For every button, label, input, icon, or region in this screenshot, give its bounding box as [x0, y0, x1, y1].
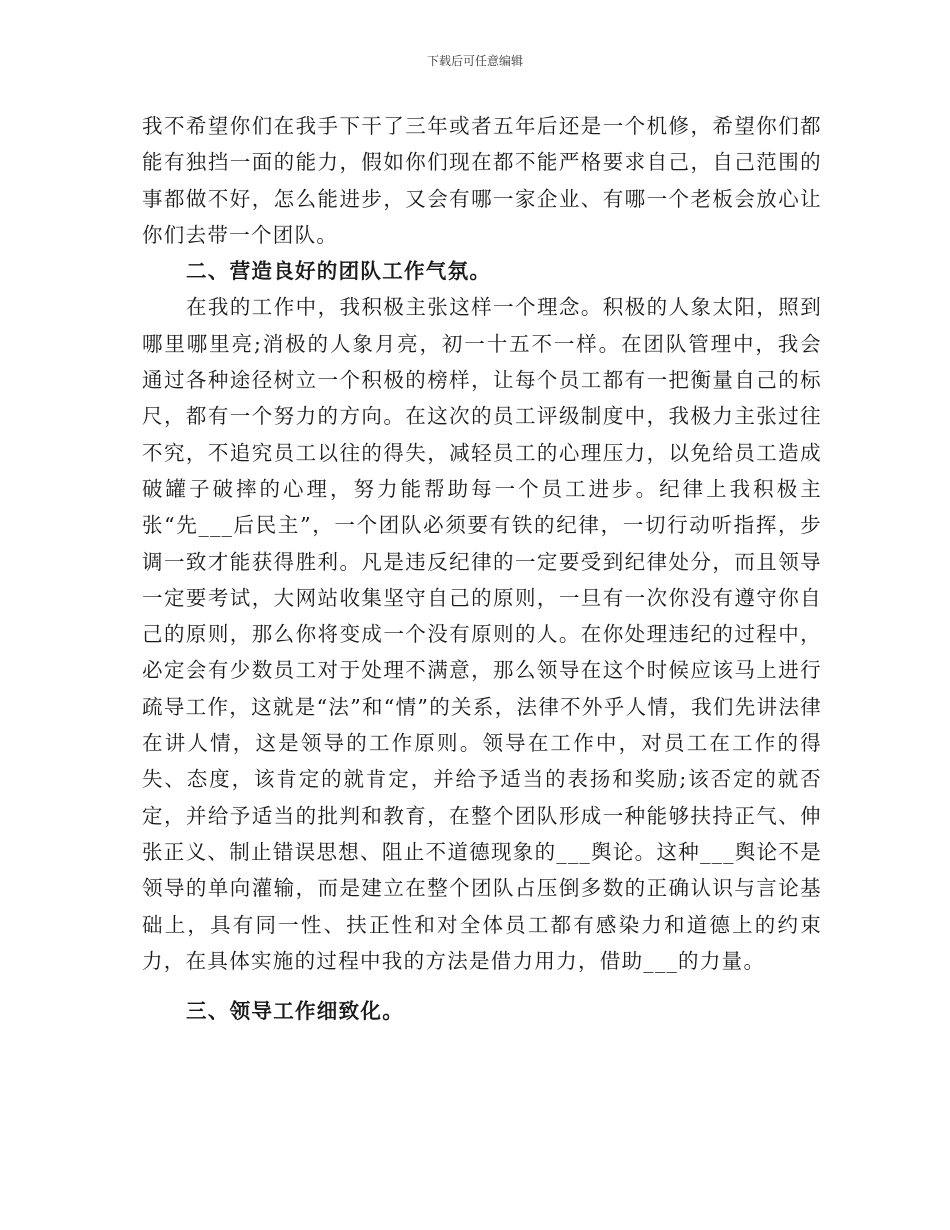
page-header: 下载后可任意编辑 [426, 54, 523, 68]
document-body [142, 108, 822, 1029]
paragraph-intro: 我不希望你们在我手下干了三年或者五年后还是一个机修，希望你们都能有独挡一面的能力，假如你们现在都不能严格要求自己，自己范围的事都做不好，怎么能进步，又会有哪一家企业、有哪一个老板会放心让你们去带一个团队。 [142, 114, 822, 247]
paragraph-team-atmosphere: 在我的工作中，我积极主张这样一个理念。积极的人象太阳，照到哪里哪里亮;消极的人象月亮，初一十五不一样。在团队管理中，我会通过各种途径树立一个积极的榜样，让每个员工都有一把衡量自己的标尺，都有一个努力的方向。在这次的员工评级制度中，我极力主张过往不究，不追究员工以往的得失，减轻员工的心理压力，以免给员工造成破罐子破摔的心理，努力能帮助每一个员工进步。纪律上我积极主张“先___后民主”，一个团队必须要有铁的纪律，一切行动听指挥，步调一致才能获得胜利。凡是违反纪律的一定要受到纪律处分，而且领导一定要考试，大网站收集坚守自己的原则，一旦有一次你没有遵守你自己的原则，那么你将变成一个没有原则的人。在你处理违纪的过程中，必定会有少数员工对于处理不满意，那么领导在这个时候应该马上进行疏导工作，这就是“法”和“情”的关系，法律不外乎人情，我们先讲法律在讲人情，这是领导的工作原则。领导在工作中，对员工在工作的得失、态度，该肯定的就肯定，并给予适当的表扬和奖励;该否定的就否定，并给予适当的批判和教育，在整个团队形成一种能够扶持正气、伸张正义、制止错误思想、阻止不道德现象的___舆论。这种___舆论不是领导的单向灌输，而是建立在整个团队占压倒多数的正确认识与言论基础上，具有同一性、扶正性和对全体员工都有感染力和道德上的约束力，在具体实施的过程中我的方法是借力用力，借助___的力量。 [142, 295, 822, 973]
section-heading-2: 二、营造良好的团队工作气氛。 [186, 259, 492, 284]
section-heading-3: 三、领导工作细致化。 [186, 999, 404, 1024]
